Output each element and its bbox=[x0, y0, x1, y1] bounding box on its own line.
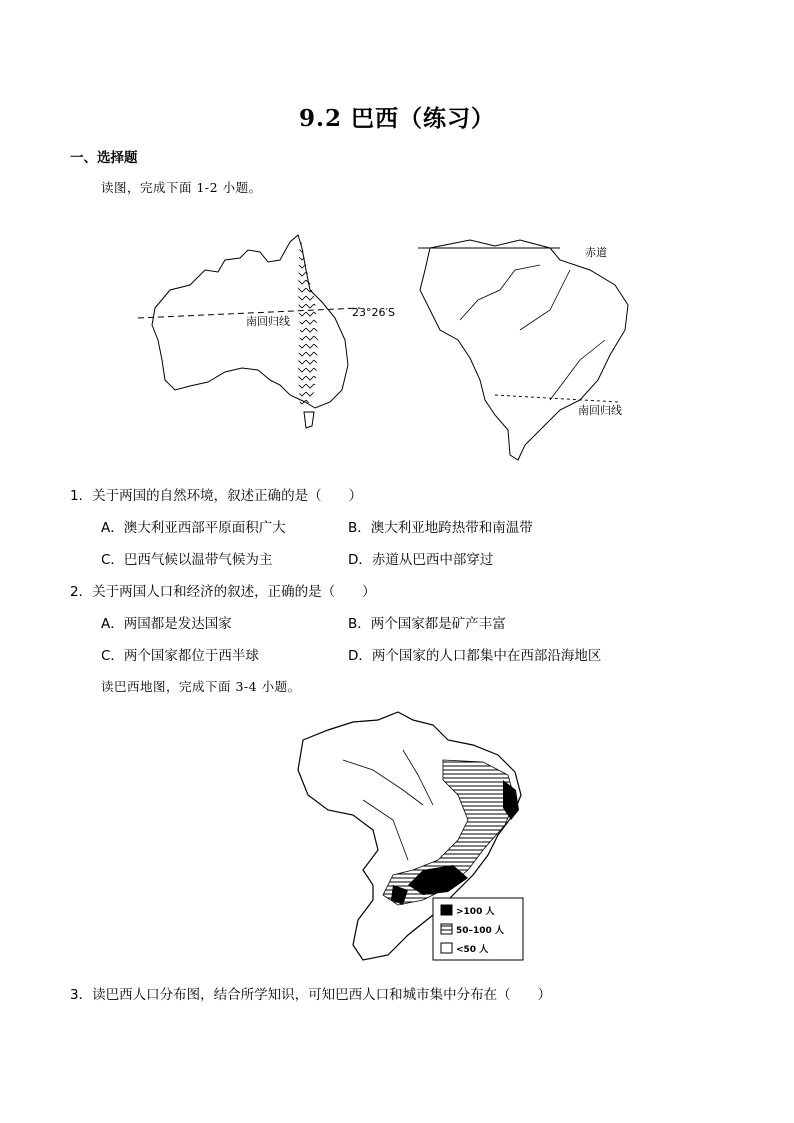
question-1-option-d[interactable]: D．赤道从巴西中部穿过 bbox=[348, 552, 494, 568]
question-2-option-a[interactable]: A．两国都是发达国家 bbox=[101, 616, 232, 632]
legend bbox=[433, 898, 523, 960]
latitude-label: 23°26′S bbox=[352, 306, 395, 319]
legend-low: <50 人 bbox=[456, 945, 489, 955]
question-2-stem: 2．关于两国人口和经济的叙述，正确的是（ ） bbox=[70, 584, 376, 600]
intro-text-2: 读巴西地图，完成下面 3-4 小题。 bbox=[101, 679, 301, 694]
brazil-population-map bbox=[283, 700, 543, 965]
question-1-stem: 1．关于两国的自然环境，叙述正确的是（ ） bbox=[70, 488, 363, 504]
legend-mid: 50–100 人 bbox=[456, 926, 504, 936]
question-2-option-d[interactable]: D．两个国家的人口都集中在西部沿海地区 bbox=[348, 648, 602, 664]
question-3-stem: 3．读巴西人口分布图，结合所学知识，可知巴西人口和城市集中分布在（ ） bbox=[70, 987, 552, 1003]
question-2-option-c[interactable]: C．两个国家都位于西半球 bbox=[101, 648, 259, 664]
equator-label: 赤道 bbox=[585, 246, 607, 259]
section-heading: 一、选择题 bbox=[70, 150, 138, 166]
page-title: 9.2 巴西（练习） bbox=[298, 105, 496, 132]
question-1-option-a[interactable]: A．澳大利亚西部平原面积广大 bbox=[101, 520, 286, 536]
brazil-map bbox=[400, 230, 640, 470]
question-1-option-b[interactable]: B．澳大利亚地跨热带和南温带 bbox=[348, 520, 533, 536]
australia-map bbox=[130, 230, 400, 440]
legend-high: >100 人 bbox=[456, 907, 495, 917]
brazil-tropic-label: 南回归线 bbox=[578, 404, 622, 417]
question-2-option-b[interactable]: B．两个国家都是矿产丰富 bbox=[348, 616, 506, 632]
australia-tropic-label: 南回归线 bbox=[246, 315, 290, 328]
question-1-option-c[interactable]: C．巴西气候以温带气候为主 bbox=[101, 552, 273, 568]
intro-text-1: 读图，完成下面 1-2 小题。 bbox=[101, 180, 262, 195]
